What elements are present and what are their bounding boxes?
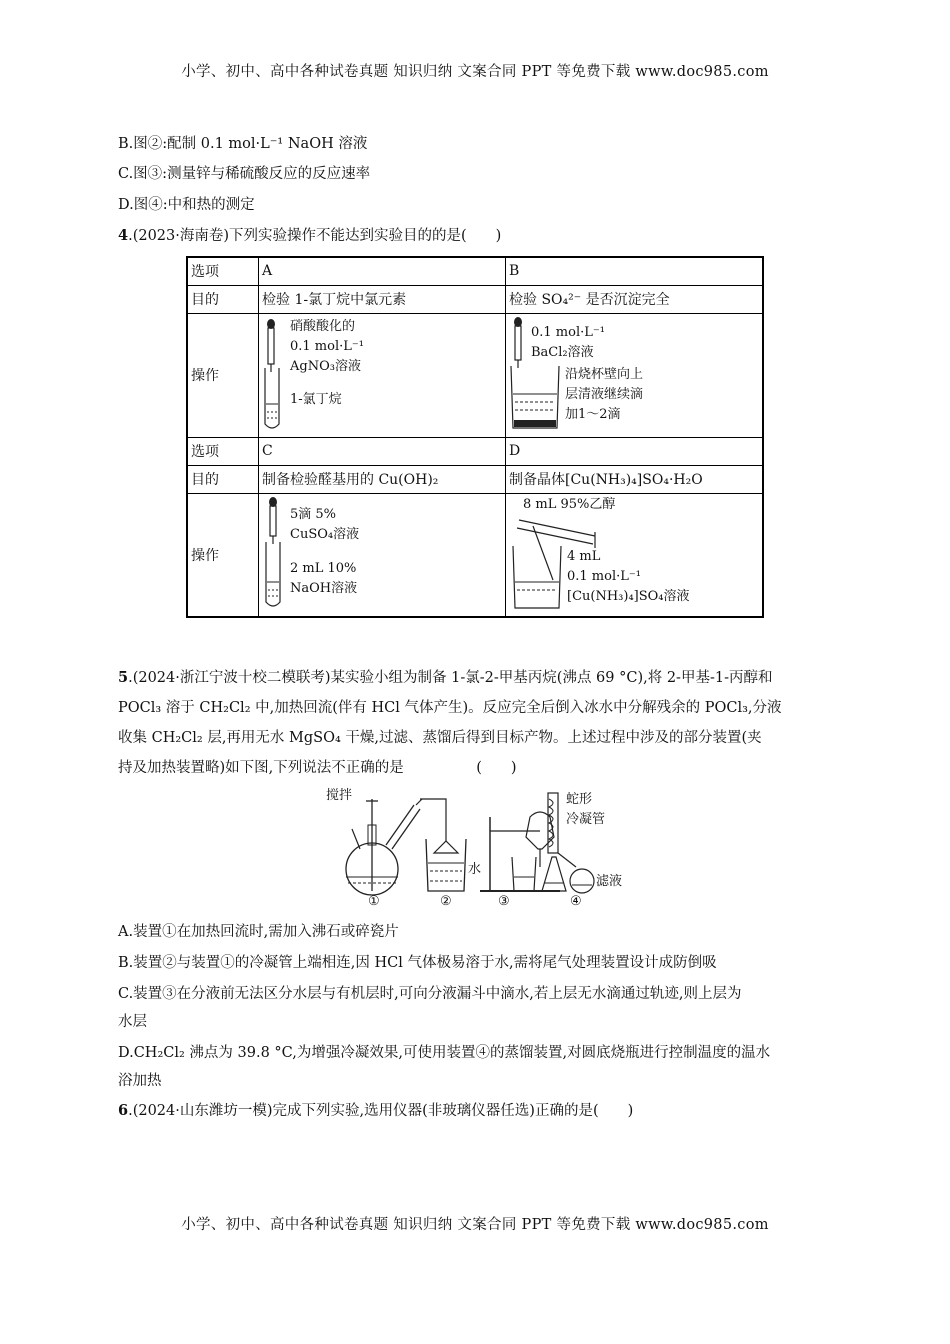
figure-number: ④ <box>570 894 582 909</box>
table-cell-option-label: 选项 <box>187 437 259 465</box>
table-cell-c-figure <box>259 493 506 617</box>
table-cell-a-figure <box>259 313 506 437</box>
table-cell-d-letter: D <box>506 437 764 465</box>
fig-d-label: [Cu(NH₃)₄]SO₄溶液 <box>567 588 690 604</box>
q5-option-a: A.装置①在加热回流时,需加入沸石或碎瓷片 <box>118 924 399 940</box>
q3-option-b: B.图②:配制 0.1 mol·L⁻¹ NaOH 溶液 <box>118 136 368 152</box>
q5-stem-line-1 <box>118 668 838 688</box>
q5-option-b: B.装置②与装置①的冷凝管上端相连,因 HCl 气体极易溶于水,需将尾气处理装置设计成防倒吸 <box>118 955 717 971</box>
q6-stem <box>118 1101 838 1121</box>
fig-a-label: 0.1 mol·L⁻¹ <box>290 339 364 354</box>
table-cell-operation-label: 操作 <box>187 493 259 617</box>
table-cell-a-letter: A <box>259 257 506 285</box>
fig-a-label: AgNO₃溶液 <box>290 359 361 374</box>
q6-stem-text: .(2024·山东潍坊一模)完成下列实验,选用仪器(非玻璃仪器任选)正确的是( ) <box>128 1103 634 1119</box>
fig-d-label: 8 mL 95%乙醇 <box>523 496 616 512</box>
q5-number: 5 <box>118 669 129 686</box>
table-cell-c-letter: C <box>259 437 506 465</box>
fig-d-label: 4 mL <box>567 548 601 564</box>
table-cell-c-purpose: 制备检验醛基用的 Cu(OH)₂ <box>259 465 506 493</box>
q4-stem <box>118 226 838 246</box>
fig-c-label: 5滴 5% <box>290 506 337 522</box>
fig-c-label: CuSO₄溶液 <box>290 526 360 542</box>
q5-apparatus-figure <box>326 787 630 912</box>
figure-number: ③ <box>498 894 510 909</box>
fig-c-label: NaOH溶液 <box>290 580 358 596</box>
table-cell-d-purpose: 制备晶体[Cu(NH₃)₄]SO₄·H₂O <box>506 465 764 493</box>
q6-number: 6 <box>118 1102 129 1119</box>
q5-option-d-cont: 浴加热 <box>118 1073 162 1089</box>
fig-b-label: 层清液继续滴 <box>565 387 644 402</box>
q5-option-c: C.装置③在分液前无法区分水层与有机层时,可向分液漏斗中滴水,若上层无水滴通过轨迹,则上层为 <box>118 986 742 1002</box>
figure-number: ② <box>440 894 452 909</box>
table-cell-b-purpose: 检验 SO₄²⁻ 是否沉淀完全 <box>506 285 764 313</box>
table-cell-b-figure <box>506 313 764 437</box>
q5-stem-text: .(2024·浙江宁波十校二模联考)某实验小组为制备 1-氯-2-甲基丙烷(沸点 69 °C),将 2-甲基-1-丙醇和 <box>128 670 773 686</box>
table-cell-purpose-label: 目的 <box>187 285 259 313</box>
table-cell-b-letter: B <box>506 257 764 285</box>
table-cell-operation-label: 操作 <box>187 313 259 437</box>
figure-label-filtrate: 滤液 <box>596 874 623 889</box>
figure-label-water: 水 <box>468 862 482 877</box>
fig-b-label: 沿烧杯壁向上 <box>565 367 644 382</box>
q4-options-table <box>186 256 764 618</box>
q5-stem-line-4: 持及加热装置略)如下图,下列说法不正确的是 ( ) <box>118 760 517 776</box>
q5-stem-line-3: 收集 CH₂Cl₂ 层,再用无水 MgSO₄ 干燥,过滤、蒸馏后得到目标产物。上述过程中涉及的部分装置(夹 <box>118 730 762 746</box>
figure-label-condenser: 冷凝管 <box>566 812 606 827</box>
fig-d-label: 0.1 mol·L⁻¹ <box>567 568 641 584</box>
table-cell-a-purpose: 检验 1-氯丁烷中氯元素 <box>259 285 506 313</box>
table-cell-d-figure <box>506 493 764 617</box>
q3-option-c: C.图③:测量锌与稀硫酸反应的反应速率 <box>118 166 371 182</box>
figure-label-stir: 搅拌 <box>326 788 353 803</box>
figure-label-condenser: 蛇形 <box>566 792 593 807</box>
figure-number: ① <box>368 894 380 909</box>
q4-stem-text: .(2023·海南卷)下列实验操作不能达到实验目的的是( ) <box>128 228 502 244</box>
q5-option-d: D.CH₂Cl₂ 沸点为 39.8 °C,为增强冷凝效果,可使用装置④的蒸馏装置,对圆底烧瓶进行控制温度的温水 <box>118 1045 771 1061</box>
page-header: 小学、初中、高中各种试卷真题 知识归纳 文案合同 PPT 等免费下载 www.doc985.com <box>181 64 769 80</box>
fig-b-label: BaCl₂溶液 <box>531 345 594 360</box>
table-cell-option-label: 选项 <box>187 257 259 285</box>
fig-c-label: 2 mL 10% <box>290 560 357 576</box>
q5-stem-line-2: POCl₃ 溶于 CH₂Cl₂ 中,加热回流(伴有 HCl 气体产生)。反应完全后倒入冰水中分解残余的 POCl₃,分液 <box>118 700 782 716</box>
fig-a-label: 硝酸酸化的 <box>290 319 356 334</box>
q3-option-d: D.图④:中和热的测定 <box>118 197 255 213</box>
page-footer: 小学、初中、高中各种试卷真题 知识归纳 文案合同 PPT 等免费下载 www.doc985.com <box>181 1217 769 1233</box>
q4-number: 4 <box>118 227 129 244</box>
fig-b-label: 0.1 mol·L⁻¹ <box>531 325 605 340</box>
table-cell-purpose-label: 目的 <box>187 465 259 493</box>
fig-a-label: 1-氯丁烷 <box>290 392 342 407</box>
q5-option-c-cont: 水层 <box>118 1014 147 1030</box>
fig-b-label: 加1～2滴 <box>565 407 621 422</box>
